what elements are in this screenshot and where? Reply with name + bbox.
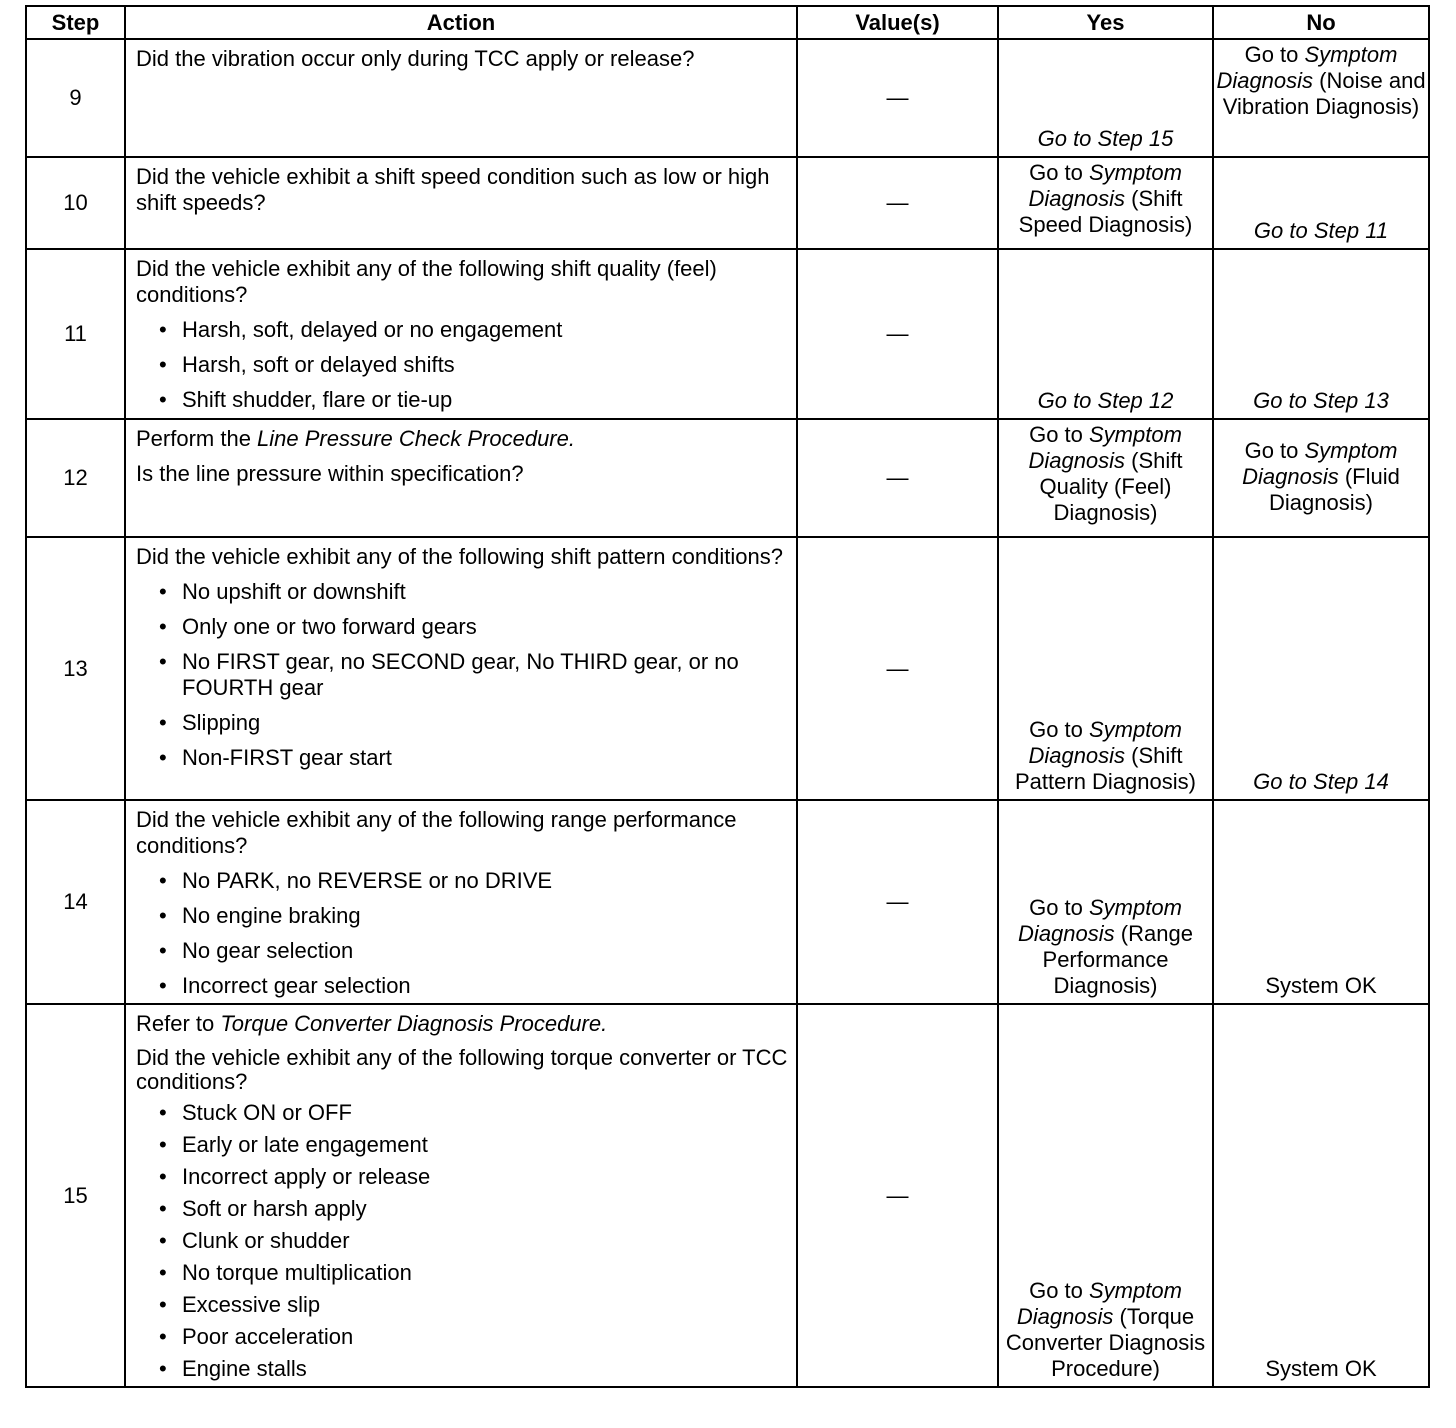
action-prefix: Perform the: [136, 426, 258, 451]
no-italic: Symptom Diagnosis: [1242, 438, 1398, 489]
list-item: • Stuck ON or OFF: [136, 1100, 788, 1126]
header-action: Action: [125, 6, 797, 39]
action-prefix: Refer to: [136, 1011, 221, 1036]
value-cell: —: [797, 1004, 998, 1387]
no-cell: System OK: [1213, 1004, 1429, 1387]
action-text: Did the vehicle exhibit any of the following range performance conditions?: [136, 807, 737, 858]
yes-cell: [998, 537, 1213, 800]
no-cell: [1213, 537, 1429, 800]
yes-suffix: (Range Performance Diagnosis): [1042, 921, 1193, 998]
header-values: Value(s): [797, 6, 998, 39]
list-item: • Only one or two forward gears: [136, 614, 788, 640]
action-cell: [125, 1004, 797, 1387]
list-item: • Non-FIRST gear start: [136, 745, 788, 771]
yes-italic: Symptom Diagnosis: [1028, 160, 1182, 211]
list-item: • Harsh, soft, delayed or no engagement: [136, 317, 788, 343]
no-italic: Symptom Diagnosis: [1216, 42, 1398, 93]
step-number: 15: [26, 1004, 125, 1387]
value-cell: —: [797, 419, 998, 537]
value-cell: —: [797, 157, 998, 249]
list-item: • No engine braking: [136, 903, 788, 929]
no-cell: [1213, 157, 1429, 249]
list-item: • Excessive slip: [136, 1292, 788, 1318]
yes-cell: [998, 157, 1213, 249]
list-item: • Engine stalls: [136, 1356, 788, 1382]
header-no: No: [1213, 6, 1429, 39]
diagnostic-table: [25, 5, 1430, 1388]
value-cell: —: [797, 537, 998, 800]
list-item: • Early or late engagement: [136, 1132, 788, 1158]
yes-prefix: Go to: [1029, 422, 1089, 447]
yes-italic: Symptom Diagnosis: [1028, 422, 1182, 473]
action-cell: [125, 800, 797, 1004]
yes-italic: Symptom Diagnosis: [1016, 1278, 1182, 1329]
value-cell: —: [797, 249, 998, 419]
no-cell: [1213, 419, 1429, 537]
header-row: [26, 6, 1429, 39]
action-text: Did the vehicle exhibit any of the following shift pattern conditions?: [136, 544, 783, 569]
action-text: Did the vehicle exhibit a shift speed condition such as low or high shift speeds?: [136, 164, 770, 215]
no-text: Go to Step 13: [1253, 388, 1389, 413]
table-row: [26, 39, 1429, 157]
procedure-reference: Torque Converter Diagnosis Procedure.: [220, 1011, 608, 1036]
table-row: [26, 419, 1429, 537]
step-number: 12: [26, 419, 125, 537]
yes-prefix: Go to: [1029, 1278, 1089, 1303]
action-instruction: [136, 1011, 788, 1037]
action-text: Is the line pressure within specification?: [136, 461, 524, 486]
header-yes: Yes: [998, 6, 1213, 39]
condition-list: [136, 1100, 788, 1382]
action-cell: [125, 537, 797, 800]
action-cell: [125, 157, 797, 249]
yes-cell: [998, 39, 1213, 157]
step-number: 13: [26, 537, 125, 800]
procedure-reference: Line Pressure Check Procedure.: [257, 426, 575, 451]
table-row: [26, 157, 1429, 249]
list-item: • No gear selection: [136, 938, 788, 964]
condition-list: [136, 868, 788, 999]
yes-cell: [998, 1004, 1213, 1387]
value-cell: —: [797, 39, 998, 157]
no-prefix: Go to: [1244, 42, 1305, 67]
list-item: • Shift shudder, flare or tie-up: [136, 387, 788, 413]
action-text: Did the vehicle exhibit any of the following shift quality (feel) conditions?: [136, 256, 717, 307]
list-item: • No FIRST gear, no SECOND gear, No THIRD gear, or no FOURTH gear: [136, 649, 788, 701]
step-number: 9: [26, 39, 125, 157]
no-suffix: (Noise and Vibration Diagnosis): [1222, 68, 1426, 119]
yes-prefix: Go to: [1029, 160, 1089, 185]
list-item: • Incorrect gear selection: [136, 973, 788, 999]
action-cell: [125, 249, 797, 419]
table-row: [26, 249, 1429, 419]
step-number: 10: [26, 157, 125, 249]
action-cell: [125, 39, 797, 157]
no-text: Go to Step 11: [1253, 218, 1389, 243]
action-text: Did the vibration occur only during TCC apply or release?: [136, 46, 695, 71]
yes-cell: [998, 800, 1213, 1004]
no-text: Go to Step 14: [1253, 769, 1389, 794]
yes-cell: [998, 249, 1213, 419]
no-cell: [1213, 249, 1429, 419]
list-item: • No torque multiplication: [136, 1260, 788, 1286]
yes-suffix: (Shift Pattern Diagnosis): [1015, 743, 1196, 794]
yes-prefix: Go to: [1029, 895, 1089, 920]
action-text: Did the vehicle exhibit any of the following torque converter or TCC conditions?: [136, 1045, 788, 1094]
no-cell: [1213, 39, 1429, 157]
action-instruction: [136, 426, 788, 452]
step-number: 11: [26, 249, 125, 419]
action-cell: [125, 419, 797, 537]
no-cell: System OK: [1213, 800, 1429, 1004]
list-item: • Slipping: [136, 710, 788, 736]
list-item: • Poor acceleration: [136, 1324, 788, 1350]
yes-prefix: Go to: [1029, 717, 1089, 742]
list-item: • Incorrect apply or release: [136, 1164, 788, 1190]
yes-text: Go to Step 15: [1037, 126, 1174, 151]
step-number: 14: [26, 800, 125, 1004]
yes-suffix: (Torque Converter Diagnosis Procedure): [1005, 1304, 1206, 1381]
list-item: • Harsh, soft or delayed shifts: [136, 352, 788, 378]
condition-list: [136, 579, 788, 771]
yes-italic: Symptom Diagnosis: [1018, 895, 1182, 946]
list-item: • Clunk or shudder: [136, 1228, 788, 1254]
no-suffix: (Fluid Diagnosis): [1269, 464, 1400, 515]
table-row: [26, 800, 1429, 1004]
value-cell: —: [797, 800, 998, 1004]
yes-cell: [998, 419, 1213, 537]
table-row: [26, 537, 1429, 800]
list-item: • Soft or harsh apply: [136, 1196, 788, 1222]
no-prefix: Go to: [1244, 438, 1305, 463]
yes-suffix: (Shift Quality (Feel) Diagnosis): [1039, 448, 1183, 525]
table-row: [26, 1004, 1429, 1387]
yes-suffix: (Shift Speed Diagnosis): [1018, 186, 1193, 237]
header-step: Step: [26, 6, 125, 39]
yes-text: Go to Step 12: [1037, 388, 1174, 413]
yes-italic: Symptom Diagnosis: [1028, 717, 1182, 768]
condition-list: [136, 317, 788, 413]
list-item: • No PARK, no REVERSE or no DRIVE: [136, 868, 788, 894]
list-item: • No upshift or downshift: [136, 579, 788, 605]
